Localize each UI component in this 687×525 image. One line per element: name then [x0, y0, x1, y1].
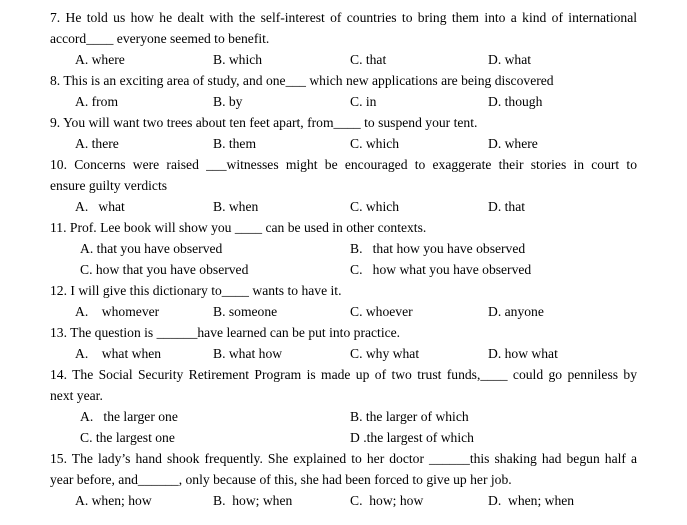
question-text-line: 15. The lady’s hand shook frequently. She explained to her doctor ______this shaking had begun half a — [50, 451, 637, 466]
question-text-line: next year. — [50, 388, 103, 403]
option-a: A. what — [75, 199, 125, 214]
option-d: D. that — [488, 199, 525, 214]
question-text-line: ensure guilty verdicts — [50, 178, 168, 193]
option-b: B. what how — [213, 346, 283, 361]
option-c: C. the largest one — [80, 430, 175, 445]
options-row — [50, 490, 637, 511]
question-14 — [50, 364, 637, 448]
option-a: A. whomever — [75, 304, 160, 319]
question-8 — [50, 70, 637, 112]
question-11 — [50, 217, 637, 280]
option-b: B. someone — [213, 304, 278, 319]
option-b: B. by — [213, 94, 243, 109]
question-15 — [50, 448, 637, 511]
option-c: C. whoever — [350, 304, 413, 319]
option-a: A. what when — [75, 346, 162, 361]
question-7 — [50, 7, 637, 70]
options-row — [50, 91, 637, 112]
option-b: B. the larger of which — [350, 409, 469, 424]
question-text-line: 11. Prof. Lee book will show you ____ can be used in other contexts. — [50, 220, 427, 235]
question-text-line: 14. The Social Security Retirement Program is made up of two trust funds,____ could go penniless by — [50, 367, 637, 382]
question-text-line: 13. The question is ______have learned can be put into practice. — [50, 325, 401, 340]
question-10 — [50, 154, 637, 217]
question-text-line: 9. You will want two trees about ten feet apart, from____ to suspend your tent. — [50, 115, 478, 130]
question-text-line: year before, and______, only because of this, she had been forced to give up her job. — [50, 472, 512, 487]
options-row — [50, 196, 637, 217]
option-a: A. where — [75, 52, 125, 67]
option-a: A. the larger one — [80, 409, 178, 424]
options-row — [50, 406, 637, 427]
question-text-line: 10. Concerns were raised ___witnesses might be encouraged to exaggerate their stories in court to — [50, 157, 637, 172]
option-c: C. in — [350, 94, 377, 109]
option-d: D. where — [488, 136, 538, 151]
question-13 — [50, 322, 637, 364]
option-b: B. when — [213, 199, 259, 214]
question-text-line: 8. This is an exciting area of study, and one___ which new applications are being discovered — [50, 73, 554, 88]
option-c: C. how; how — [350, 493, 424, 508]
question-12 — [50, 280, 637, 322]
option-a: A. when; how — [75, 493, 152, 508]
option-c: C. that — [350, 52, 387, 67]
option-c: C. which — [350, 199, 400, 214]
options-row — [50, 49, 637, 70]
option-c: C. which — [350, 136, 400, 151]
options-row — [50, 343, 637, 364]
option-d: C. how what you have observed — [350, 262, 532, 277]
options-row — [50, 133, 637, 154]
option-d: D .the largest of which — [350, 430, 474, 445]
option-a: A. from — [75, 94, 119, 109]
options-row — [50, 259, 637, 280]
question-9 — [50, 112, 637, 154]
option-d: D. anyone — [488, 304, 544, 319]
option-a: A. that you have observed — [80, 241, 223, 256]
option-c: C. how that you have observed — [80, 262, 249, 277]
option-b: B. that how you have observed — [350, 241, 526, 256]
options-row — [50, 301, 637, 322]
option-c: C. why what — [350, 346, 420, 361]
option-b: B. which — [213, 52, 263, 67]
options-row — [50, 427, 637, 448]
option-b: B. them — [213, 136, 257, 151]
option-d: D. though — [488, 94, 543, 109]
question-text-line: accord____ everyone seemed to benefit. — [50, 31, 270, 46]
question-text-line: 12. I will give this dictionary to____ wants to have it. — [50, 283, 342, 298]
options-row — [50, 238, 637, 259]
option-d: D. how what — [488, 346, 558, 361]
option-a: A. there — [75, 136, 119, 151]
option-b: B. how; when — [213, 493, 293, 508]
question-text-line: 7. He told us how he dealt with the self-interest of countries to bring them into a kind of international — [50, 10, 637, 25]
option-d: D. what — [488, 52, 532, 67]
option-d: D. when; when — [488, 493, 575, 508]
